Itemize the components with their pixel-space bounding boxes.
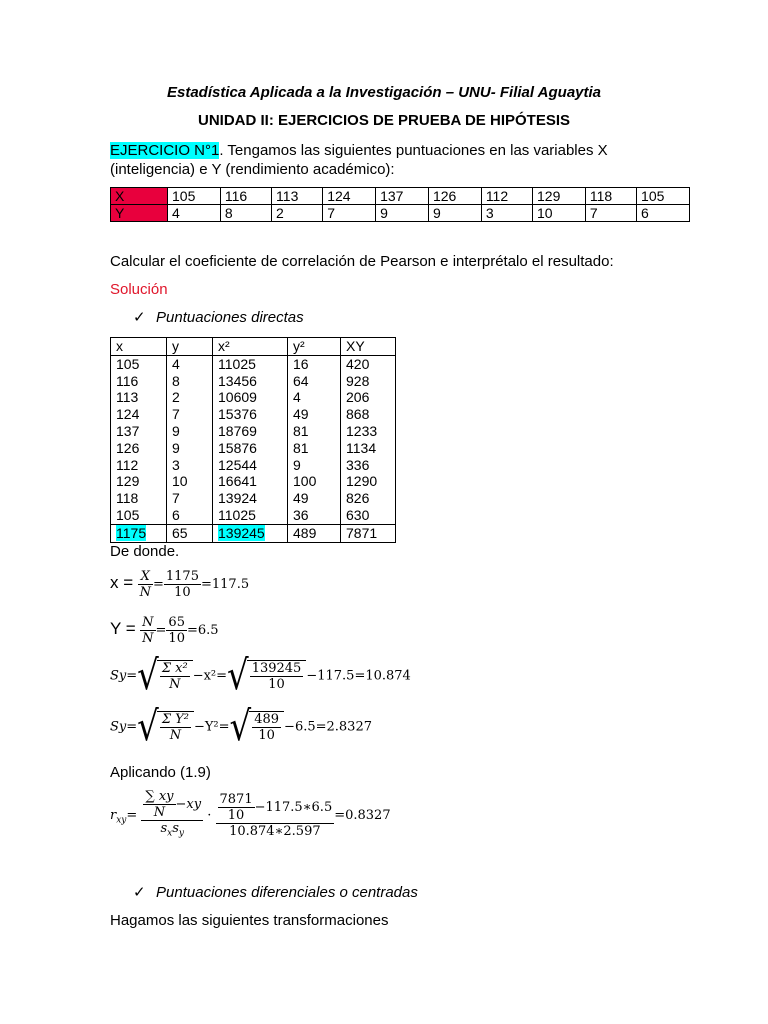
sqrt-icon: √ (229, 703, 252, 751)
scores-cell: 112 (481, 188, 532, 205)
formula-mean-y: Y = $\frac{N}{N}$ = $\frac{65}{10}$ =6.5 (110, 615, 219, 646)
sqrt-icon: √ (137, 703, 159, 751)
frac-den: N (169, 728, 182, 743)
table-cell: 12544 (213, 457, 288, 474)
table-cell: 1134 (341, 440, 396, 457)
table-cell: 11025 (213, 507, 288, 524)
formula-result: =6.5 (186, 623, 219, 638)
scores-cell: 124 (323, 188, 376, 205)
frac-den: 10 (168, 631, 185, 646)
frac-den: N (142, 631, 154, 646)
formula-mid: −xy (175, 797, 202, 812)
table-row (111, 473, 396, 490)
document-header: Estadística Aplicada a la Investigación – UNU- Filial Aguaytia (166, 84, 602, 101)
table-row (111, 457, 396, 474)
table-cell: 137 (111, 423, 167, 440)
table-cell: 9 (167, 440, 213, 457)
scores-cell: 105 (168, 188, 221, 205)
scores-cell: 9 (376, 205, 429, 222)
frac-den: N (139, 585, 151, 600)
table-row (111, 373, 396, 390)
table-cell: 4 (167, 355, 213, 372)
formula-mid: −117.5∗6.5 (254, 799, 333, 815)
sqrt-icon: √ (227, 652, 249, 700)
table-cell: 6 (167, 507, 213, 524)
exercise-label: EJERCICIO N°1 (110, 142, 220, 159)
scores-cell: 7 (585, 205, 636, 222)
scores-cell: 7 (323, 205, 376, 222)
scores-row-label: X (111, 188, 168, 205)
scores-cell: 118 (585, 188, 636, 205)
scores-cell: 126 (428, 188, 481, 205)
table-cell: 113 (111, 389, 167, 406)
table-cell: 9 (288, 457, 341, 474)
table-cell: 49 (288, 406, 341, 423)
exercise-text-1: . Tengamos las siguientes puntuaciones en las variables X (219, 142, 608, 159)
sqrt-icon: √ (137, 652, 159, 700)
table-row (111, 440, 396, 457)
bullet-direct-label: Puntuaciones directas (156, 309, 304, 326)
table-cell: 7 (167, 490, 213, 507)
column-header: y² (288, 338, 341, 356)
formula-result: −117.5=10.874 (306, 668, 411, 684)
formula-result: =0.8327 (334, 807, 391, 823)
table-cell: 8 (167, 373, 213, 390)
table-cell: 64 (288, 373, 341, 390)
table-cell: 118 (111, 490, 167, 507)
scores-row (111, 188, 690, 205)
table-cell: 15376 (213, 406, 288, 423)
frac-num: 489 (254, 712, 280, 727)
frac-den: 10 (174, 585, 191, 600)
formula-lhs: x = (110, 573, 134, 592)
table-cell: 3 (167, 457, 213, 474)
exercise-paragraph (110, 141, 660, 179)
frac-num: 1175 (165, 569, 199, 584)
frac-num: N (142, 615, 154, 630)
table-cell: 81 (288, 423, 341, 440)
scores-cell: 113 (272, 188, 323, 205)
frac-den: s (160, 821, 168, 836)
table-cell: 13456 (213, 373, 288, 390)
table-cell: 4 (288, 389, 341, 406)
frac-den: 10 (268, 677, 285, 692)
total-cell: 7871 (341, 524, 396, 542)
table-cell: 10 (167, 473, 213, 490)
formula-lhs: Sy (110, 719, 127, 735)
checkmark-icon: ✓ (133, 884, 146, 901)
table-cell: 1290 (341, 473, 396, 490)
instruction-text: Calcular el coeficiente de correlación de Pearson e interprétalo el resultado: (110, 253, 614, 270)
frac-num: 139245 (251, 661, 302, 676)
formula-result: =117.5 (200, 577, 250, 592)
scores-cell: 10 (533, 205, 586, 222)
frac-den: N (169, 677, 181, 692)
scores-cell: 6 (637, 205, 690, 222)
formula-sx: Sy=√ $\frac{\text{Σ x²}}{N}$ −x²=√ $\frac{139245}{10}$ −117.5=10.874 (110, 652, 411, 700)
frac-num: 7871 (219, 791, 253, 807)
table-cell: 36 (288, 507, 341, 524)
highlighted-total: 139245 (218, 524, 265, 541)
formula-mid: −Y²= (193, 719, 230, 735)
table-cell: 630 (341, 507, 396, 524)
exercise-text-2: (inteligencia) e Y (rendimiento académico): (110, 161, 395, 178)
table-cell: 126 (111, 440, 167, 457)
formula-pearson-r: $r_{xy}=$ $\frac{\sum xy}{N}$ −xy $s_xs_y$ · $\frac{7871}{10}$ −117.5∗6.5 10.874∗2.597 =0.8327 (110, 789, 391, 839)
table-cell: 928 (341, 373, 396, 390)
formula-sy: Sy=√ $\frac{\text{Σ Y²}}{N}$ −Y²=√ $\frac{489}{10}$ −6.5=2.8327 (110, 703, 372, 751)
frac-num: Σ x² (161, 661, 188, 676)
table-cell: 124 (111, 406, 167, 423)
solution-label: Solución (110, 281, 168, 298)
formula-result: −6.5=2.8327 (284, 719, 372, 735)
table-cell: 13924 (213, 490, 288, 507)
scores-table (110, 187, 690, 222)
table-cell: 105 (111, 355, 167, 372)
formula-lhs: Y = (110, 619, 136, 638)
scores-cell: 129 (533, 188, 586, 205)
direct-scores-table (110, 337, 396, 543)
table-cell: 18769 (213, 423, 288, 440)
formula-sub: x (167, 828, 173, 839)
scores-cell: 116 (220, 188, 271, 205)
table-row (111, 490, 396, 507)
table-cell: 100 (288, 473, 341, 490)
table-cell: 826 (341, 490, 396, 507)
formula-sub: y (178, 828, 185, 839)
total-cell (111, 524, 167, 542)
formula-mean-x: x = $\frac{X}{N}$ = $\frac{1175}{10}$ =117.5 (110, 569, 250, 600)
table-cell: 1233 (341, 423, 396, 440)
column-header: x² (213, 338, 288, 356)
frac-den: 10 (227, 807, 245, 823)
column-header: y (167, 338, 213, 356)
table-cell: 868 (341, 406, 396, 423)
scores-row (111, 205, 690, 222)
table-row (111, 389, 396, 406)
formula-mid: −x²= (192, 668, 228, 684)
frac-num: ∑ xy (145, 789, 174, 804)
scores-cell: 8 (220, 205, 271, 222)
table-cell: 15876 (213, 440, 288, 457)
formula-lhs: r (110, 807, 117, 823)
table-cell: 11025 (213, 355, 288, 372)
frac-num: 65 (168, 615, 185, 630)
frac-den: N (153, 805, 166, 820)
column-header: x (111, 338, 167, 356)
table-cell: 336 (341, 457, 396, 474)
total-cell: 489 (288, 524, 341, 542)
de-donde-text: De donde. (110, 543, 180, 560)
table-row (111, 423, 396, 440)
checkmark-icon: ✓ (133, 309, 146, 326)
total-cell: 65 (167, 524, 213, 542)
frac-den: 10.874∗2.597 (229, 823, 321, 839)
scores-cell: 4 (168, 205, 221, 222)
table-cell: 16641 (213, 473, 288, 490)
table-cell: 129 (111, 473, 167, 490)
table-row (111, 355, 396, 372)
formula-lhs: Sy (110, 668, 127, 684)
frac-num: Σ Y² (161, 712, 189, 727)
scores-cell: 9 (428, 205, 481, 222)
table-cell: 420 (341, 355, 396, 372)
table-cell: 206 (341, 389, 396, 406)
table-cell: 112 (111, 457, 167, 474)
table-cell: 16 (288, 355, 341, 372)
scores-row-label: Y (111, 205, 168, 222)
totals-row (111, 524, 396, 542)
closing-text: Hagamos las siguientes transformaciones (110, 912, 389, 929)
bullet-centered (133, 883, 418, 902)
table-cell: 9 (167, 423, 213, 440)
table-cell: 10609 (213, 389, 288, 406)
frac-den: 10 (258, 728, 275, 743)
table-cell: 7 (167, 406, 213, 423)
table-cell: 2 (167, 389, 213, 406)
formula-sub: xy (116, 815, 127, 826)
table-header-row (111, 338, 396, 356)
table-cell: 105 (111, 507, 167, 524)
scores-cell: 105 (637, 188, 690, 205)
frac-num: X (140, 569, 150, 584)
bullet-direct (133, 308, 304, 327)
column-header: XY (341, 338, 396, 356)
unit-title: UNIDAD II: EJERCICIOS DE PRUEBA DE HIPÓTESIS (198, 112, 570, 129)
aplicando-text: Aplicando (1.9) (110, 764, 211, 781)
highlighted-total: 1175 (116, 524, 147, 541)
total-cell (213, 524, 288, 542)
bullet-centered-label: Puntuaciones diferenciales o centradas (156, 884, 418, 901)
table-row (111, 406, 396, 423)
scores-cell: 3 (481, 205, 532, 222)
table-cell: 49 (288, 490, 341, 507)
frac-den: s (172, 821, 179, 836)
table-row (111, 507, 396, 524)
table-cell: 81 (288, 440, 341, 457)
table-cell: 116 (111, 373, 167, 390)
scores-cell: 2 (272, 205, 323, 222)
scores-cell: 137 (376, 188, 429, 205)
